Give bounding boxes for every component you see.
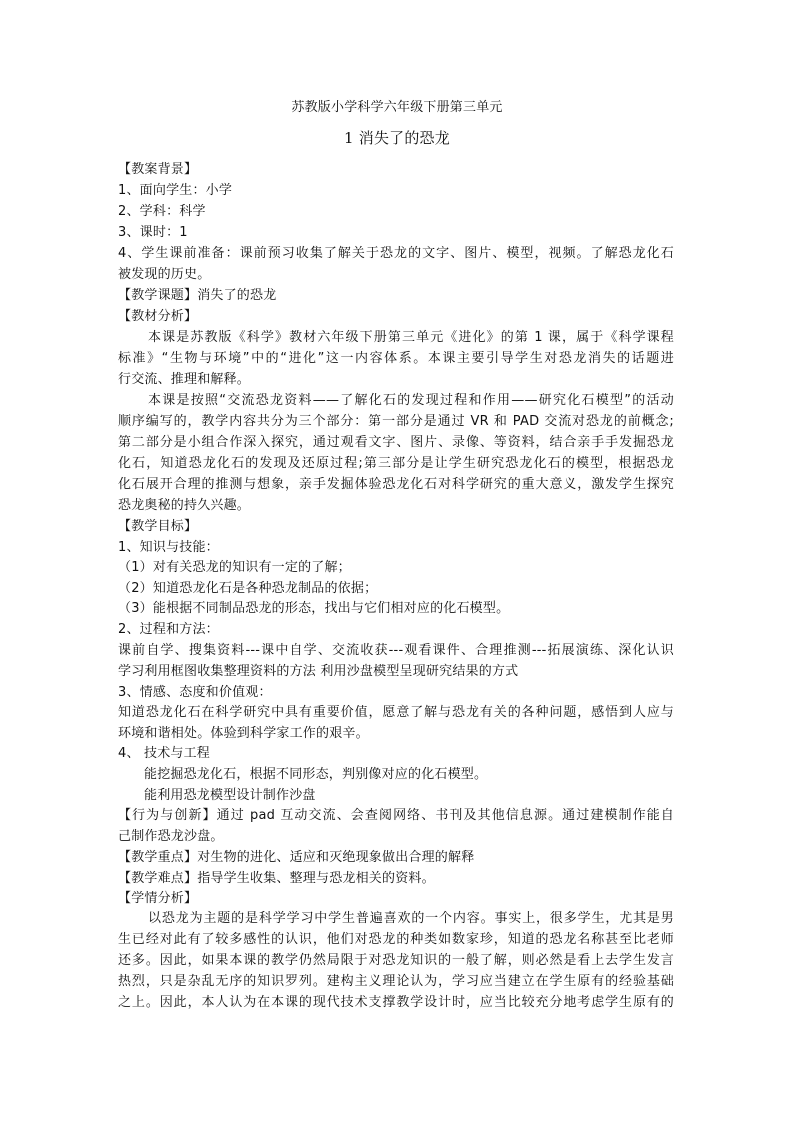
- body-line: 【教学目标】: [118, 519, 198, 534]
- body-line: 标准》“生物与环境”中的“进化”这一内容体系。本课主要引导学生对恐龙消失的话题进: [118, 351, 674, 366]
- body-line: 1、知识与技能：: [118, 540, 219, 555]
- body-line: （3）能根据不同制品恐龙的形态，找出与它们相对应的化石模型。: [118, 601, 510, 616]
- body-line: 被发现的历史。: [118, 267, 211, 282]
- body-line: 1、面向学生：小学: [118, 183, 233, 198]
- body-line: 本课是苏教版《科学》教材六年级下册第三单元《进化》的第 1 课，属于《科学课程: [148, 330, 674, 345]
- body-line: 以恐龙为主题的是科学学习中学生普遍喜欢的一个内容。事实上，很多学生，尤其是男: [148, 911, 674, 926]
- body-line: 2、过程和方法：: [118, 622, 219, 637]
- body-line: 第二部分是小组合作深入探究，通过观看文字、图片、录像、等资料，结合亲手手发掘恐龙: [118, 435, 674, 450]
- doc-title: 1 消失了的恐龙: [344, 129, 450, 147]
- body-line: 课前自学、搜集资料---课中自学、交流收获---观看课件、合理推测---拓展演练、深化认识: [118, 643, 674, 658]
- body-line: 化石，知道恐龙化石的发现及还原过程;第三部分是让学生研究恐龙化石的模型，根据恐龙: [118, 456, 674, 471]
- body-line: （2）知道恐龙化石是各种恐龙制品的依据；: [118, 581, 378, 596]
- body-line: 顺序编写的，教学内容共分为三个部分：第一部分是通过 VR 和 PAD 交流对恐龙的前概念;: [118, 414, 674, 429]
- body-line: 热烈，只是杂乱无序的知识罗列。建构主义理论认为，学习应当建立在学生原有的经验基础: [118, 974, 674, 989]
- body-line: 学习利用框图收集整理资料的方法 利用沙盘模型呈现研究结果的方式: [118, 664, 519, 679]
- body-line: 之上。因此，本人认为在本课的现代技术支撑教学设计时，应当比较充分地考虑学生原有的: [118, 995, 674, 1010]
- body-line: 还多。因此，如果本课的教学仍然局限于对恐龙知识的一般了解，则必然是看上去学生发言: [118, 953, 674, 968]
- body-line: 能挖掘恐龙化石，根据不同形态，判别像对应的化石模型。: [144, 767, 488, 782]
- body-line: 能利用恐龙模型设计制作沙盘: [144, 788, 316, 803]
- body-line: （1）对有关恐龙的知识有一定的了解；: [118, 560, 351, 575]
- body-line: 4、 技术与工程: [118, 746, 211, 761]
- body-line: 2、学科：科学: [118, 204, 206, 219]
- body-line: 环境和谐相处。体验到科学家工作的艰辛。: [118, 726, 369, 741]
- body-line: 本课是按照“交流恐龙资料——了解化石的发现过程和作用——研究化石模型”的活动: [148, 393, 674, 408]
- body-line: 行交流、推理和解释。: [118, 372, 251, 387]
- body-line: 【教学重点】对生物的进化、适应和灭绝现象做出合理的解释: [118, 850, 475, 865]
- body-line: 3、情感、态度和价值观：: [118, 685, 272, 700]
- body-line: 4、学生课前准备：课前预习收集了解关于恐龙的文字、图片、模型，视频。了解恐龙化石: [118, 246, 674, 261]
- body-line: 己制作恐龙沙盘。: [118, 829, 224, 844]
- body-line: 3、课时：1: [118, 225, 188, 240]
- body-line: 【学情分析】: [118, 891, 198, 906]
- body-line: 化石展开合理的推测与想象，亲手发掘体验恐龙化石对科学研究的重大意义，激发学生探究: [118, 477, 674, 492]
- body-line: 【教案背景】: [118, 162, 198, 177]
- body-line: 恐龙奥秘的持久兴趣。: [118, 498, 251, 513]
- body-line: 【教学课题】消失了的恐龙: [118, 288, 277, 303]
- body-line: 【教材分析】: [118, 309, 198, 324]
- doc-subtitle: 苏教版小学科学六年级下册第三单元: [291, 100, 503, 115]
- body-line: 知道恐龙化石在科学研究中具有重要价值，愿意了解与恐龙有关的各种问题，感悟到人应与: [118, 705, 674, 720]
- body-line: 生已经对此有了较多感性的认识，他们对恐龙的种类如数家珍，知道的恐龙名称甚至比老师: [118, 932, 674, 947]
- body-line: 【教学难点】指导学生收集、整理与恐龙相关的资料。: [118, 871, 435, 886]
- body-line: 【行为与创新】通过 pad 互动交流、会查阅网络、书刊及其他信息源。通过建模制作能自: [118, 808, 674, 823]
